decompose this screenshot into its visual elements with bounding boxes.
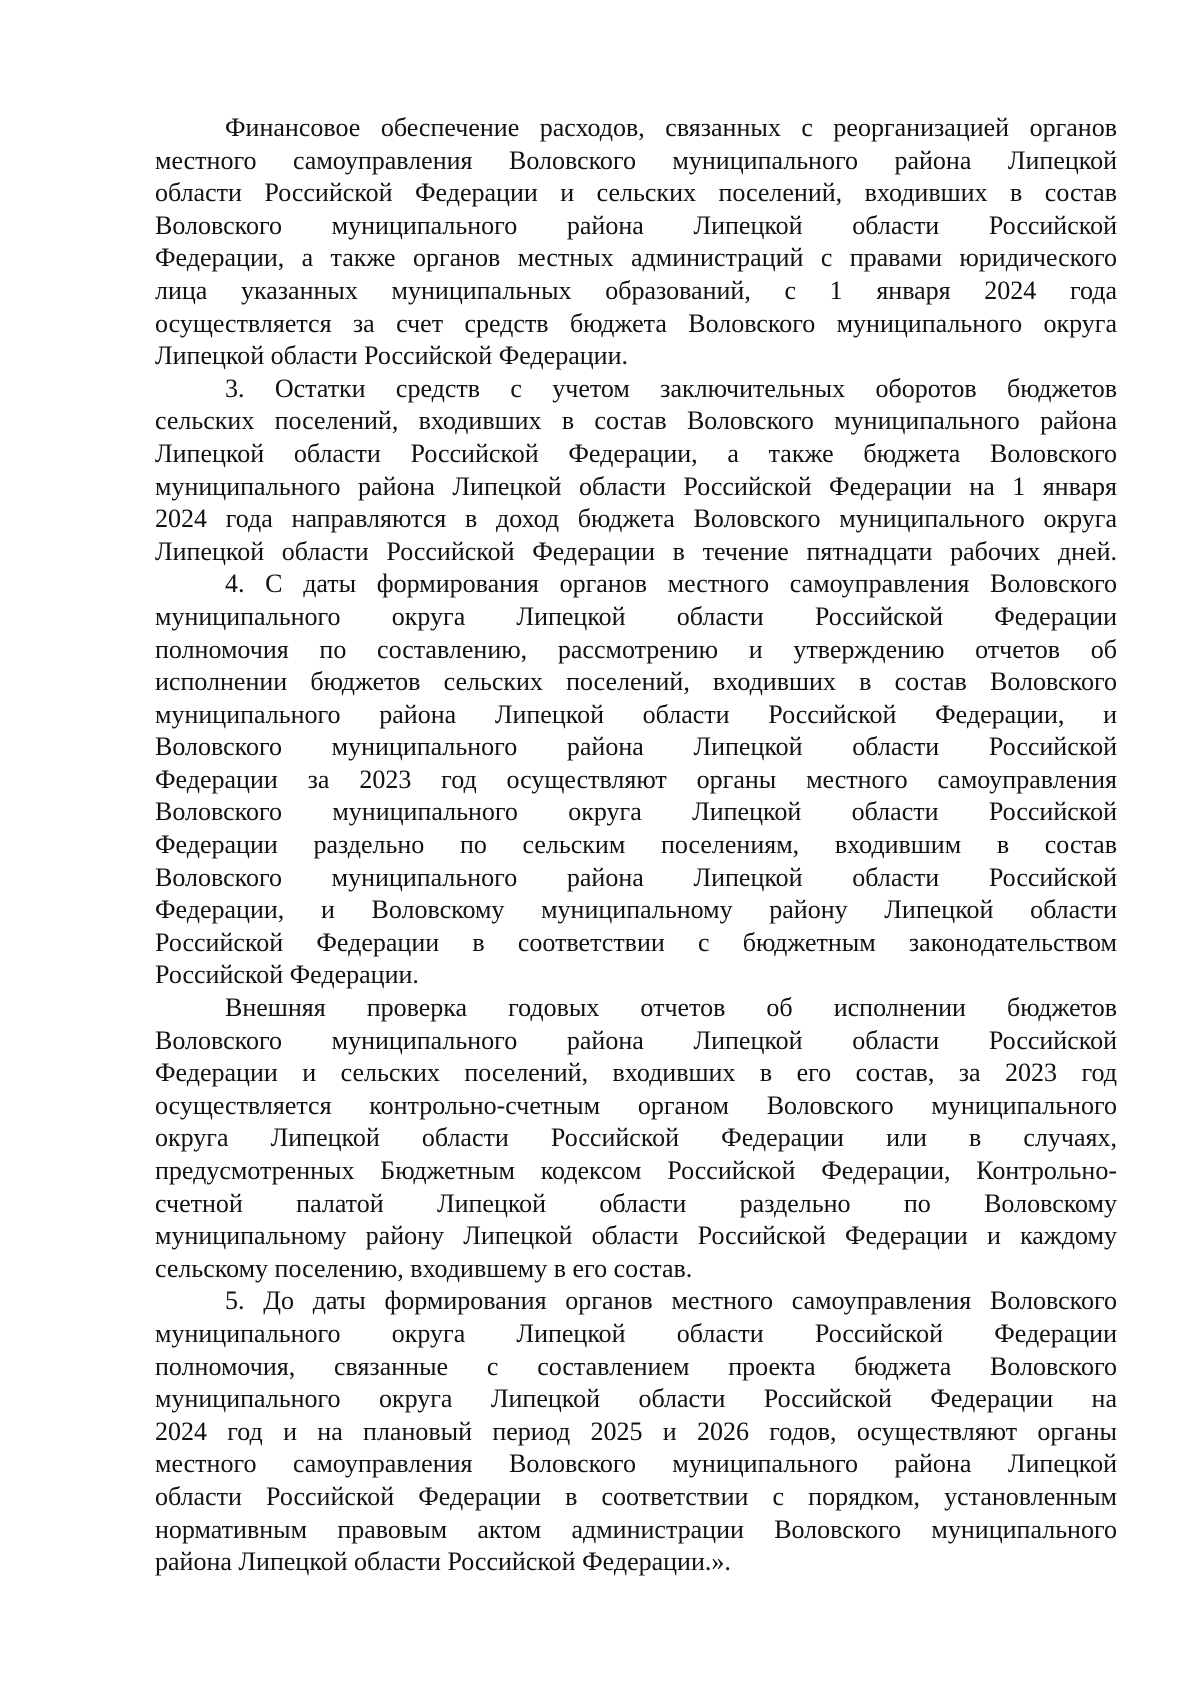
- text-line: полномочия по составлению, рассмотрению и утверждению отчетов об: [155, 634, 1117, 664]
- paragraph: [155, 373, 1117, 569]
- text-line: полномочия, связанные с составлением проекта бюджета Воловского: [155, 1351, 1117, 1381]
- text-line: предусмотренных Бюджетным кодексом Российской Федерации, Контрольно-: [155, 1156, 1117, 1185]
- text-line: Федерации за 2023 год осуществляют органы местного самоуправления: [155, 764, 1117, 794]
- text-line: Липецкой области Российской Федерации в течение пятнадцати рабочих дней.: [155, 536, 1117, 566]
- text-line: Федерации, и Воловскому муниципальному району Липецкой области: [155, 895, 1117, 925]
- text-line: Воловского муниципального района Липецкой области Российской: [155, 1025, 1117, 1055]
- text-line: осуществляется за счет средств бюджета Воловского муниципального округа: [155, 308, 1117, 338]
- text-line: области Российской Федерации в соответствии с порядком, установленным: [155, 1481, 1117, 1511]
- text-line: Федерации и сельских поселений, входивших в его состав, за 2023 год: [155, 1058, 1117, 1088]
- text-line: Федерации раздельно по сельским поселениям, входившим в состав: [155, 830, 1117, 860]
- text-line: Воловского муниципального округа Липецкой области Российской: [155, 797, 1117, 827]
- text-line: области Российской Федерации и сельских поселений, входивших в состав: [155, 178, 1117, 208]
- text-line: сельских поселений, входивших в состав Воловского муниципального района: [155, 406, 1117, 436]
- text-line: муниципального округа Липецкой области Российской Федерации: [155, 601, 1117, 631]
- text-line: Финансовое обеспечение расходов, связанных с реорганизацией органов: [225, 113, 1117, 142]
- text-line: Внешняя проверка годовых отчетов об исполнении бюджетов: [225, 993, 1117, 1023]
- text-line: района Липецкой области Российской Федерации.».: [155, 1547, 731, 1577]
- paragraph: [155, 992, 1117, 1285]
- text-line: муниципального округа Липецкой области Российской Федерации: [155, 1318, 1117, 1348]
- text-line: местного самоуправления Воловского муниципального района Липецкой: [155, 145, 1117, 175]
- text-line: 2024 года направляются в доход бюджета Воловского муниципального округа: [155, 504, 1117, 534]
- text-line: местного самоуправления Воловского муниципального района Липецкой: [155, 1449, 1117, 1479]
- text-line: муниципального района Липецкой области Российской Федерации, и: [155, 699, 1117, 729]
- text-line: Липецкой области Российской Федерации, а также бюджета Воловского: [155, 438, 1117, 468]
- text-line: Российской Федерации.: [155, 960, 419, 990]
- text-line: сельскому поселению, входившему в его состав.: [155, 1253, 693, 1283]
- paragraph: [155, 1285, 1117, 1578]
- text-line: счетной палатой Липецкой области раздельно по Воловскому: [155, 1188, 1117, 1218]
- text-line: муниципального района Липецкой области Российской Федерации на 1 января: [155, 471, 1117, 501]
- text-line: нормативным правовым актом администрации Воловского муниципального: [155, 1514, 1117, 1544]
- text-line: 2024 год и на плановый период 2025 и 2026 годов, осуществляют органы: [155, 1416, 1117, 1446]
- text-line: Воловского муниципального района Липецкой области Российской: [155, 732, 1117, 762]
- text-line: Воловского муниципального района Липецкой области Российской: [155, 210, 1117, 240]
- text-line: осуществляется контрольно-счетным органом Воловского муниципального: [155, 1090, 1117, 1120]
- paragraph: [155, 112, 1117, 373]
- text-line: Воловского муниципального района Липецкой области Российской: [155, 862, 1117, 892]
- text-line: округа Липецкой области Российской Федерации или в случаях,: [155, 1123, 1117, 1153]
- text-line: 4. С даты формирования органов местного самоуправления Воловского: [225, 569, 1117, 599]
- text-line: исполнении бюджетов сельских поселений, входивших в состав Воловского: [155, 667, 1117, 697]
- text-line: Российской Федерации в соответствии с бюджетным законодательством: [155, 927, 1117, 957]
- text-line: Липецкой области Российской Федерации.: [155, 341, 628, 371]
- text-line: 5. До даты формирования органов местного самоуправления Воловского: [225, 1286, 1117, 1316]
- text-line: лица указанных муниципальных образований, с 1 января 2024 года: [155, 275, 1117, 305]
- paragraph: [155, 568, 1117, 992]
- text-line: Федерации, а также органов местных администраций с правами юридического: [155, 243, 1117, 273]
- text-line: муниципального округа Липецкой области Российской Федерации на: [155, 1384, 1117, 1414]
- text-line: 3. Остатки средств с учетом заключительных оборотов бюджетов: [225, 373, 1117, 403]
- document-body: [155, 112, 1117, 1579]
- text-line: муниципальному району Липецкой области Российской Федерации и каждому: [155, 1221, 1117, 1251]
